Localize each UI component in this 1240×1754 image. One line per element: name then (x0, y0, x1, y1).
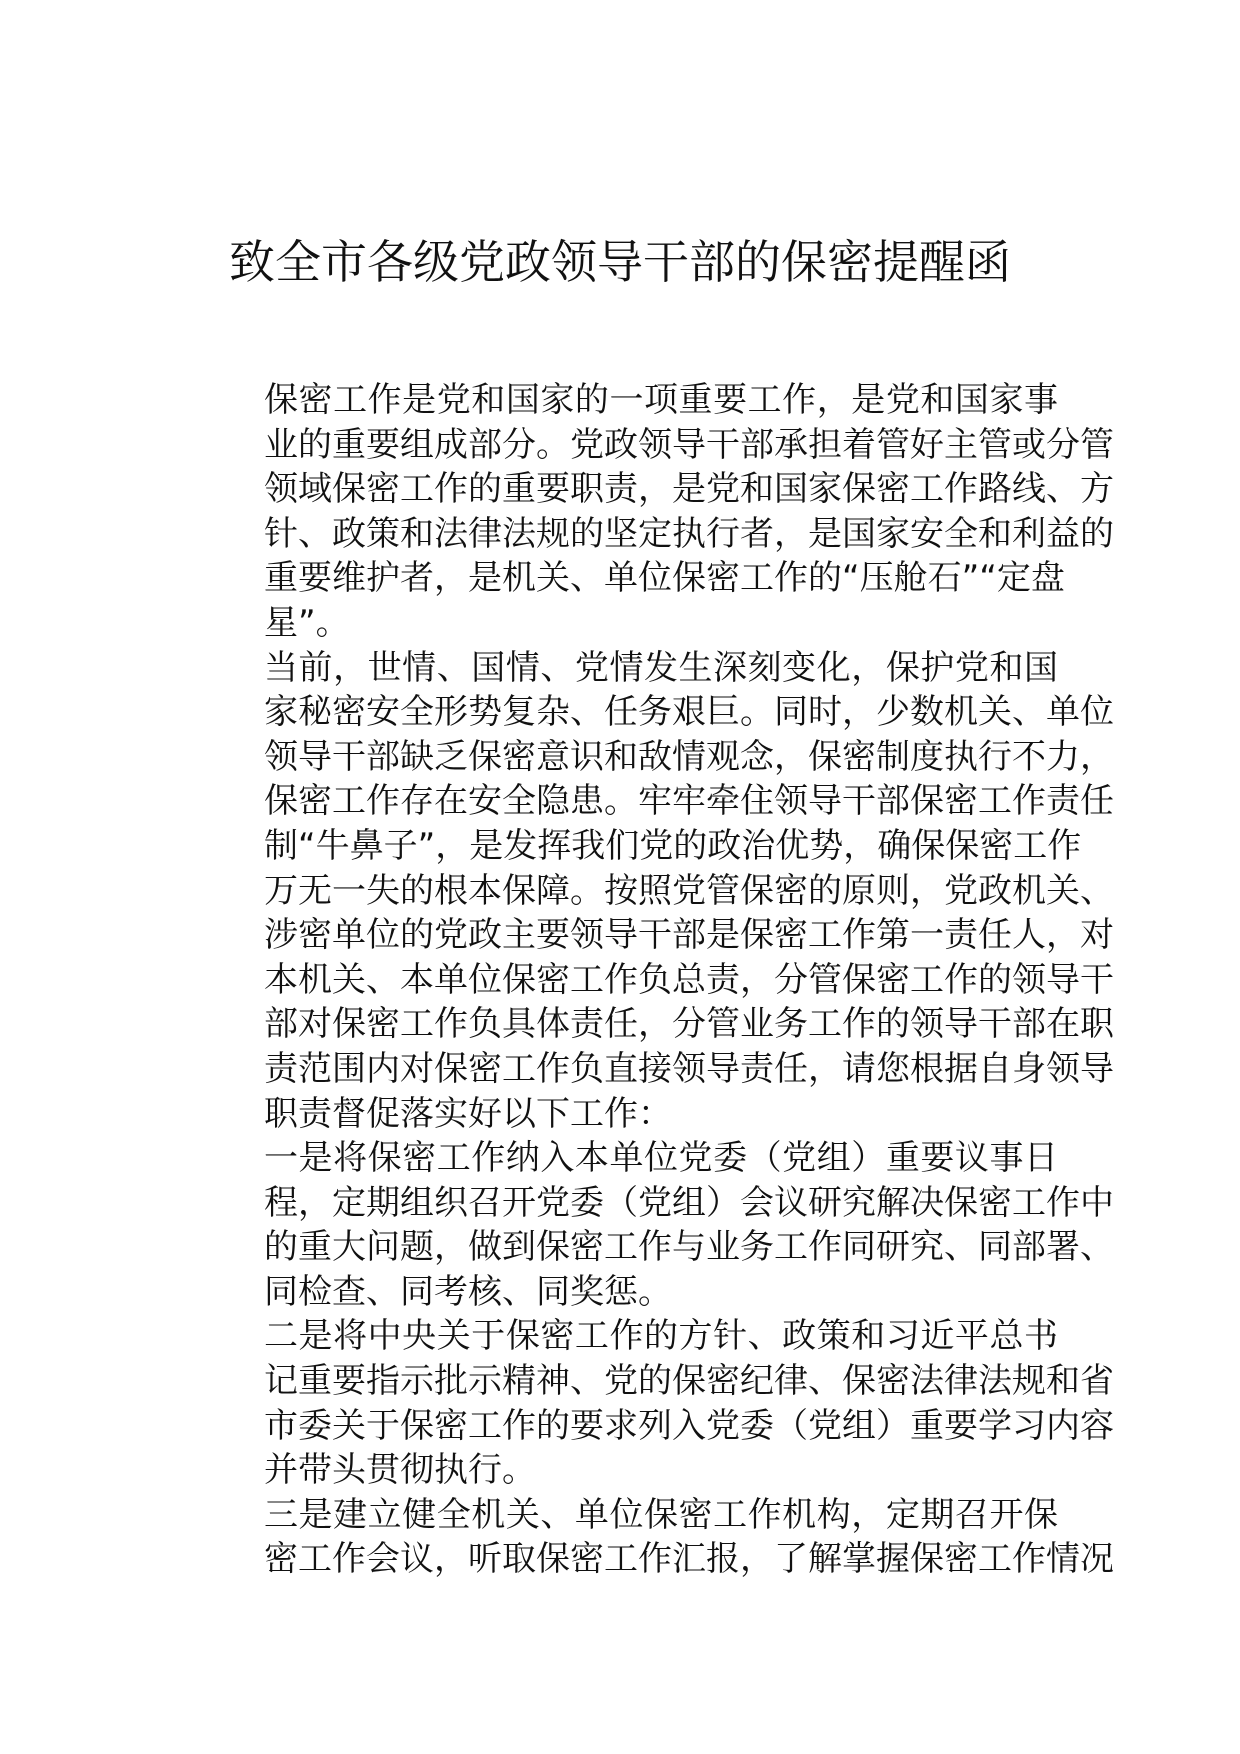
paragraph-line: 制“牛鼻子”，是发挥我们党的政治优势，确保保密工作 (264, 825, 1082, 866)
paragraph-line: 部对保密工作负具体责任，分管业务工作的领导干部在职 (264, 1004, 1114, 1045)
paragraph-line: 万无一失的根本保障。按照党管保密的原则，党政机关、 (264, 870, 1114, 911)
paragraph-line: 领导干部缺乏保密意识和敌情观念，保密制度执行不力， (264, 736, 1114, 777)
body-paragraph (188, 378, 1114, 646)
paragraph-line: 保密工作是党和国家的一项重要工作，是党和国家事 (264, 380, 1058, 420)
paragraph-line: 并带头贯彻执行。 (264, 1450, 536, 1491)
paragraph-line: 业的重要组成部分。党政领导干部承担着管好主管或分管 (264, 424, 1114, 465)
paragraph-line: 程，定期组织召开党委（党组）会议研究解决保密工作中 (264, 1182, 1114, 1223)
paragraph-line: 职责督促落实好以下工作： (264, 1093, 672, 1134)
paragraph-line: 星”。 (264, 602, 350, 643)
paragraph-line: 当前，世情、国情、党情发生深刻变化，保护党和国 (264, 647, 1058, 688)
body-paragraph (188, 1493, 1114, 1582)
paragraph-line: 领域保密工作的重要职责，是党和国家保密工作路线、方 (264, 469, 1114, 510)
paragraph-line: 密工作会议，听取保密工作汇报，了解掌握保密工作情况 (264, 1539, 1114, 1580)
body-paragraph (188, 1136, 1114, 1314)
paragraph-line: 针、政策和法律法规的坚定执行者，是国家安全和利益的 (264, 513, 1114, 554)
paragraph-line: 三是建立健全机关、单位保密工作机构，定期召开保 (264, 1494, 1058, 1535)
body-paragraph (188, 646, 1114, 1137)
paragraph-line: 记重要指示批示精神、党的保密纪律、保密法律法规和省 (264, 1361, 1114, 1402)
paragraph-line: 责范围内对保密工作负直接领导责任，请您根据自身领导 (264, 1048, 1114, 1089)
paragraph-line: 涉密单位的党政主要领导干部是保密工作第一责任人，对 (264, 915, 1114, 956)
paragraph-line: 同检查、同考核、同奖惩。 (264, 1271, 672, 1312)
paragraph-line: 二是将中央关于保密工作的方针、政策和习近平总书 (264, 1316, 1058, 1357)
paragraph-line: 重要维护者，是机关、单位保密工作的“压舱石”“定盘 (264, 558, 1065, 599)
paragraph-line: 市委关于保密工作的要求列入党委（党组）重要学习内容 (264, 1405, 1114, 1446)
paragraph-line: 本机关、本单位保密工作负总责，分管保密工作的领导干 (264, 959, 1114, 1000)
document-body (188, 378, 1114, 1582)
paragraph-line: 保密工作存在安全隐患。牢牢牵住领导干部保密工作责任 (264, 781, 1114, 822)
paragraph-line: 一是将保密工作纳入本单位党委（党组）重要议事日 (264, 1138, 1058, 1179)
document-title: 致全市各级党政领导干部的保密提醒函 (229, 235, 1011, 289)
paragraph-line: 的重大问题，做到保密工作与业务工作同研究、同部署、 (264, 1227, 1114, 1268)
body-paragraph (188, 1314, 1114, 1492)
paragraph-line: 家秘密安全形势复杂、任务艰巨。同时，少数机关、单位 (264, 692, 1114, 733)
